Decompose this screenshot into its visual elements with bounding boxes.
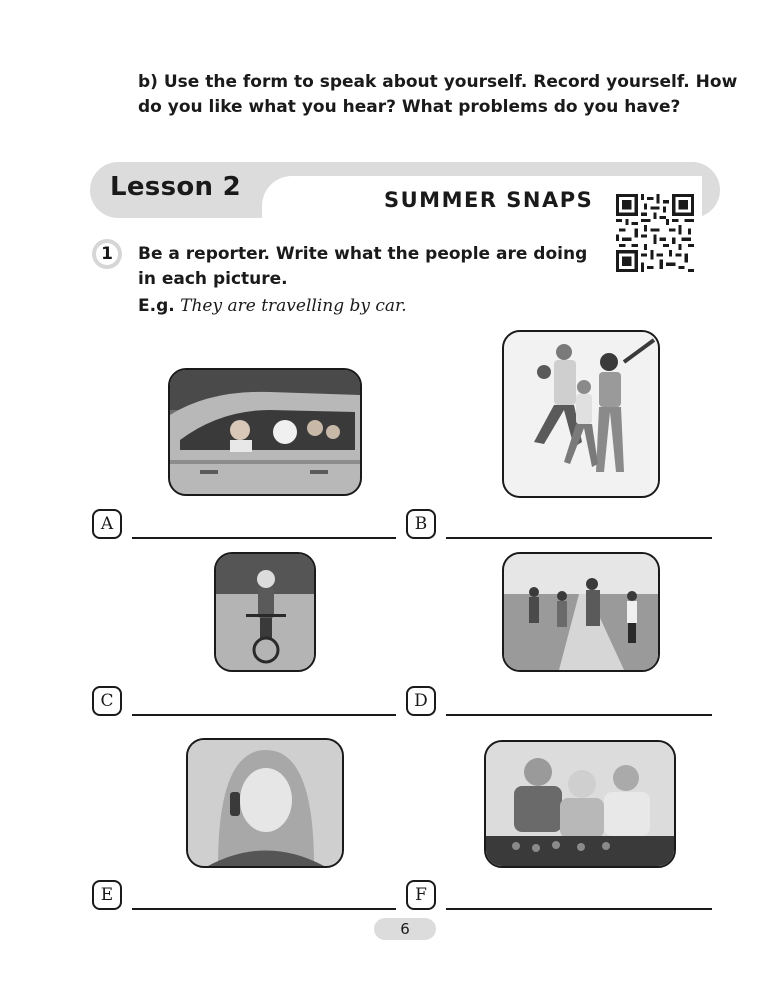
answer-label-d: D [406,686,436,716]
exercise-number-badge [92,239,122,269]
exercise-instruction: Be a reporter. Write what the people are doing in each picture. [138,244,588,289]
photo-b-jumping-family [502,330,660,498]
exercise-number: 1 [96,243,118,265]
answer-label-b: B [406,509,436,539]
section-title: SUMMER SNAPS [384,188,594,212]
photo-e-girl-on-phone [186,738,344,868]
example-label: E.g. [138,296,175,316]
answer-line-e[interactable] [132,908,396,910]
photo-c-child-cycling [214,552,316,672]
answer-label-c: C [92,686,122,716]
answer-label-e: E [92,880,122,910]
answer-label-a: A [92,509,122,539]
answer-line-f[interactable] [446,908,712,910]
qr-code-icon[interactable] [616,194,694,272]
answer-line-a[interactable] [132,537,396,539]
answer-line-c[interactable] [132,714,396,716]
photo-f-barbecue [484,740,676,868]
page-number: 6 [374,918,436,940]
answer-line-d[interactable] [446,714,712,716]
answer-label-f: F [406,880,436,910]
example-line [138,296,407,316]
lesson-title: Lesson 2 [110,172,242,202]
example-text: They are travelling by car. [180,296,407,316]
answer-line-b[interactable] [446,537,712,539]
photo-d-family-walk [502,552,660,672]
task-b-instruction: b) Use the form to speak about yourself. Record yourself. How do you like what you hear? What problems do you have? [138,72,738,117]
photo-a-car-trip [168,368,362,496]
